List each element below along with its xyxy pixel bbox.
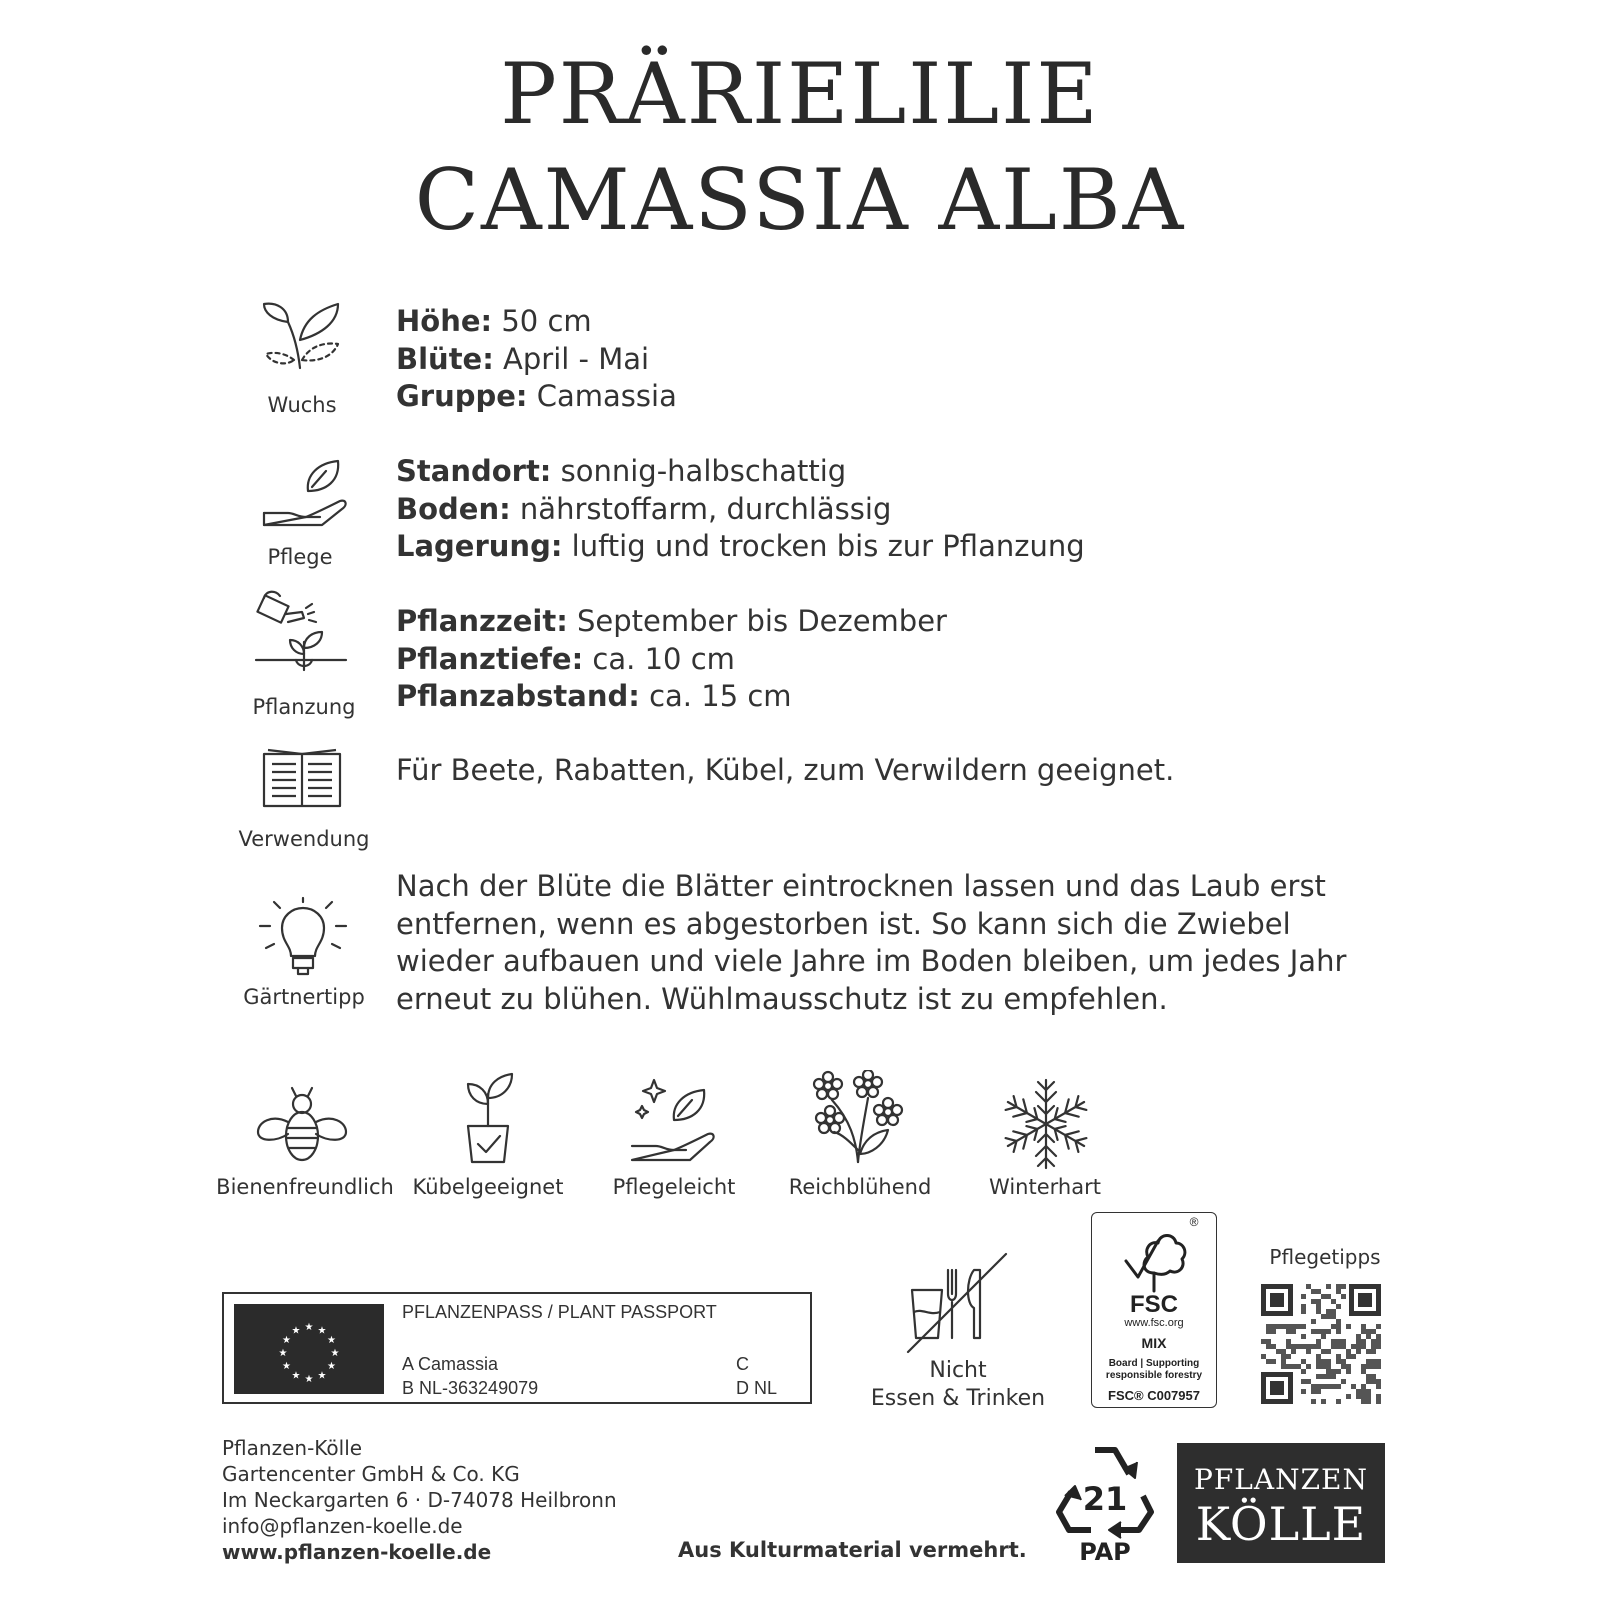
recycling-number: 21 bbox=[1082, 1480, 1128, 1518]
fsc-label bbox=[1091, 1212, 1217, 1408]
verwendung-text: Für Beete, Rabatten, Kübel, zum Verwildern geeignet. bbox=[396, 753, 1175, 787]
svg-text:★: ★ bbox=[327, 1361, 336, 1372]
plant-passport bbox=[222, 1292, 812, 1404]
no-eat-drink-label bbox=[858, 1357, 1058, 1413]
info-value: ca. 15 cm bbox=[639, 679, 792, 713]
fsc-url: www.fsc.org bbox=[1124, 1317, 1184, 1329]
info-value: nährstoffarm, durchlässig bbox=[510, 491, 892, 526]
title-line-1: PRÄRIELILIE bbox=[500, 45, 1100, 143]
potted-plant-icon bbox=[440, 1070, 536, 1166]
no-eat-drink-icon bbox=[904, 1250, 1010, 1356]
recycling-icon bbox=[1055, 1440, 1155, 1568]
svg-text:★: ★ bbox=[278, 1348, 288, 1359]
company-email[interactable]: info@pflanzen-koelle.de bbox=[222, 1514, 463, 1538]
svg-text:★: ★ bbox=[282, 1335, 291, 1346]
section-label-pflanzung: Pflanzung bbox=[252, 695, 356, 719]
flowers-icon bbox=[810, 1070, 906, 1166]
watering-can-icon bbox=[254, 590, 350, 686]
propagation-note: Aus Kulturmaterial vermehrt. bbox=[678, 1538, 1027, 1562]
feature-label: Bienenfreundlich bbox=[216, 1175, 394, 1199]
title-line-2: CAMASSIA ALBA bbox=[414, 151, 1186, 249]
feature-label: Reichblühend bbox=[788, 1175, 932, 1199]
section-gaertnertipp-info bbox=[396, 868, 1346, 1018]
section-pflanzung-info bbox=[396, 603, 947, 716]
lightbulb-icon bbox=[258, 896, 348, 986]
fsc-mix: MIX bbox=[1141, 1335, 1167, 1351]
info-value: sonnig-halbschattig bbox=[551, 454, 847, 488]
info-key: Boden: bbox=[396, 491, 511, 526]
sprout-leaves-icon bbox=[258, 290, 348, 380]
section-verwendung-info bbox=[396, 752, 1174, 790]
section-label-verwendung: Verwendung bbox=[238, 827, 370, 851]
svg-text:★: ★ bbox=[317, 1370, 327, 1382]
recycling-code: PAP bbox=[1079, 1538, 1131, 1566]
open-book-icon bbox=[262, 748, 342, 812]
passport-c: C bbox=[736, 1354, 749, 1374]
company-line: Gartencenter GmbH & Co. KG bbox=[222, 1462, 520, 1486]
eu-flag-icon bbox=[234, 1304, 384, 1394]
info-value: Camassia bbox=[527, 379, 677, 413]
tip-line: wieder aufbauen und viele Jahre im Boden bleiben, um jedes Jahr bbox=[396, 944, 1347, 978]
tip-line: erneut zu blühen. Wühlmausschutz ist zu empfehlen. bbox=[396, 981, 1168, 1016]
section-label-pflege: Pflege bbox=[267, 545, 333, 569]
feature-label: Pflegeleicht bbox=[612, 1175, 736, 1199]
snowflake-icon bbox=[998, 1076, 1094, 1172]
logo-line-1: PFLANZEN bbox=[1194, 1463, 1368, 1496]
hand-leaf-icon bbox=[260, 455, 350, 545]
svg-text:★: ★ bbox=[291, 1370, 301, 1382]
fsc-name: FSC bbox=[1130, 1291, 1178, 1318]
feature-label: Kübelgeeignet bbox=[412, 1175, 564, 1199]
company-address bbox=[222, 1435, 617, 1565]
fsc-tree-icon bbox=[1114, 1221, 1194, 1293]
no-eat-line-1: Nicht bbox=[929, 1358, 987, 1383]
company-line: Pflanzen-Kölle bbox=[222, 1436, 363, 1460]
logo-line-2: KÖLLE bbox=[1195, 1497, 1367, 1551]
info-value: luftig und trocken bis zur Pflanzung bbox=[562, 529, 1085, 563]
info-key: Lagerung: bbox=[396, 529, 563, 563]
info-key: Gruppe: bbox=[396, 379, 528, 413]
svg-text:★: ★ bbox=[327, 1335, 336, 1346]
feature-label: Winterhart bbox=[989, 1175, 1101, 1199]
info-key: Pflanztiefe: bbox=[396, 641, 584, 676]
passport-title: PFLANZENPASS / PLANT PASSPORT bbox=[402, 1302, 717, 1322]
company-website[interactable]: www.pflanzen-koelle.de bbox=[222, 1540, 492, 1564]
fsc-claim-2: responsible forestry bbox=[1105, 1370, 1203, 1381]
hand-leaf-sparkle-icon bbox=[628, 1076, 724, 1172]
tip-line: Nach der Blüte die Blätter eintrocknen lassen und das Laub erst bbox=[396, 869, 1326, 903]
info-key: Höhe: bbox=[396, 304, 493, 338]
section-wuchs-info bbox=[396, 303, 677, 416]
info-value: April - Mai bbox=[493, 341, 650, 376]
info-value: 50 cm bbox=[492, 304, 592, 338]
fsc-claim-1: Board | Supporting bbox=[1108, 1358, 1200, 1369]
svg-text:★: ★ bbox=[304, 1322, 314, 1333]
company-line: Im Neckargarten 6 · D-74078 Heilbronn bbox=[222, 1488, 617, 1512]
info-key: Pflanzabstand: bbox=[396, 679, 640, 713]
svg-text:★: ★ bbox=[282, 1361, 291, 1372]
info-value: ca. 10 cm bbox=[583, 641, 735, 676]
section-label-gaertnertipp: Gärtnertipp bbox=[243, 985, 365, 1009]
info-key: Blüte: bbox=[396, 341, 494, 376]
fsc-registered: ® bbox=[1189, 1215, 1199, 1229]
svg-text:★: ★ bbox=[330, 1348, 340, 1359]
svg-text:★: ★ bbox=[317, 1325, 327, 1337]
info-value: September bis Dezember bbox=[567, 604, 947, 638]
no-eat-line-2: Essen & Trinken bbox=[870, 1386, 1046, 1411]
qr-code-icon[interactable] bbox=[1259, 1282, 1383, 1406]
qr-title: Pflegetipps bbox=[1269, 1245, 1381, 1269]
info-key: Standort: bbox=[396, 454, 552, 488]
passport-a: A Camassia bbox=[402, 1354, 499, 1374]
bee-icon bbox=[254, 1078, 350, 1174]
tip-line: entfernen, wenn es abgestorben ist. So kann sich die Zwiebel bbox=[396, 906, 1291, 941]
section-pflege-info bbox=[396, 453, 1085, 566]
brand-logo bbox=[1177, 1443, 1385, 1563]
passport-b: B NL-363249079 bbox=[402, 1378, 539, 1398]
fsc-code: FSC® C007957 bbox=[1108, 1388, 1200, 1403]
svg-text:★: ★ bbox=[291, 1325, 301, 1337]
svg-text:★: ★ bbox=[304, 1374, 314, 1385]
passport-d: D NL bbox=[736, 1378, 778, 1398]
info-key: Pflanzzeit: bbox=[396, 604, 568, 638]
section-label-wuchs: Wuchs bbox=[267, 393, 337, 417]
